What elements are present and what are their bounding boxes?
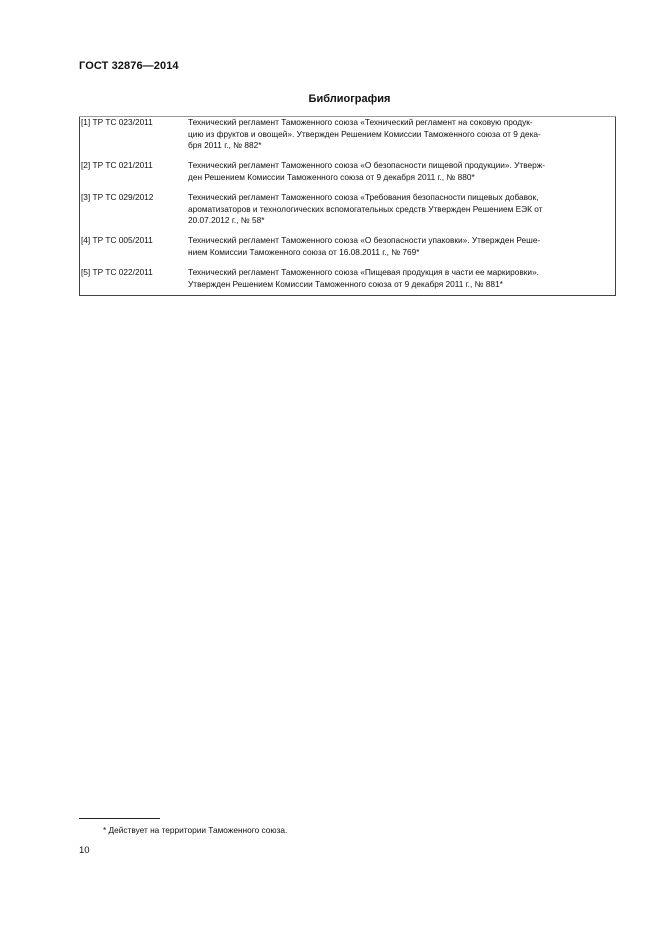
entry-code: [4] ТР ТС 005/2011 xyxy=(81,235,153,245)
entry-line: Технический регламент Таможенного союза «О безопасности пищевой продукции». Утверж- xyxy=(188,160,546,170)
entry-code: [2] ТР ТС 021/2011 xyxy=(81,160,153,170)
entry-line: Технический регламент Таможенного союза «Технический регламент на соковую продук- xyxy=(188,117,533,127)
entry-text xyxy=(188,192,615,227)
entry-line: цию из фруктов и овощей». Утвержден Решением Комиссии Таможенного союза от 9 дека- xyxy=(188,128,541,139)
entry-text xyxy=(188,267,615,290)
entry-code: [5] ТР ТС 022/2011 xyxy=(81,267,153,277)
page-number: 10 xyxy=(79,845,90,856)
entry-text xyxy=(188,235,615,258)
entry-text xyxy=(188,160,615,183)
entry-text xyxy=(188,117,615,152)
entry-line: нием Комиссии Таможенного союза от 16.08.2011 г., № 769* xyxy=(188,246,420,257)
entry-line: ден Решением Комиссии Таможенного союза от 9 декабря 2011 г., № 880* xyxy=(188,171,475,182)
entry-code: [3] ТР ТС 029/2012 xyxy=(81,192,154,202)
entry-line: Технический регламент Таможенного союза «Требования безопасности пищевых добавок, xyxy=(188,192,539,202)
entry-line: Утвержден Решением Комиссии Таможенного союза от 9 декабря 2011 г., № 881* xyxy=(188,278,503,289)
entry-line: Технический регламент Таможенного союза «Пищевая продукция в части ее маркировки». xyxy=(188,267,539,277)
entry-line: ароматизаторов и технологических вспомогательных средств Утвержден Решением ЕЭК от xyxy=(188,203,543,214)
bibliography-table xyxy=(79,116,616,296)
entry-line: бря 2011 г., № 882* xyxy=(188,140,262,151)
section-title: Библиография xyxy=(308,93,391,105)
footnote: * Действует на территории Таможенного союза. xyxy=(103,825,288,835)
document-header: ГОСТ 32876—2014 xyxy=(79,60,179,72)
footnote-separator xyxy=(79,818,160,819)
entry-line: 20.07.2012 г., № 58* xyxy=(188,215,265,226)
entry-line: Технический регламент Таможенного союза «О безопасности упаковки». Утвержден Реше- xyxy=(188,235,541,245)
entry-code: [1] ТР ТС 023/2011 xyxy=(81,117,153,127)
